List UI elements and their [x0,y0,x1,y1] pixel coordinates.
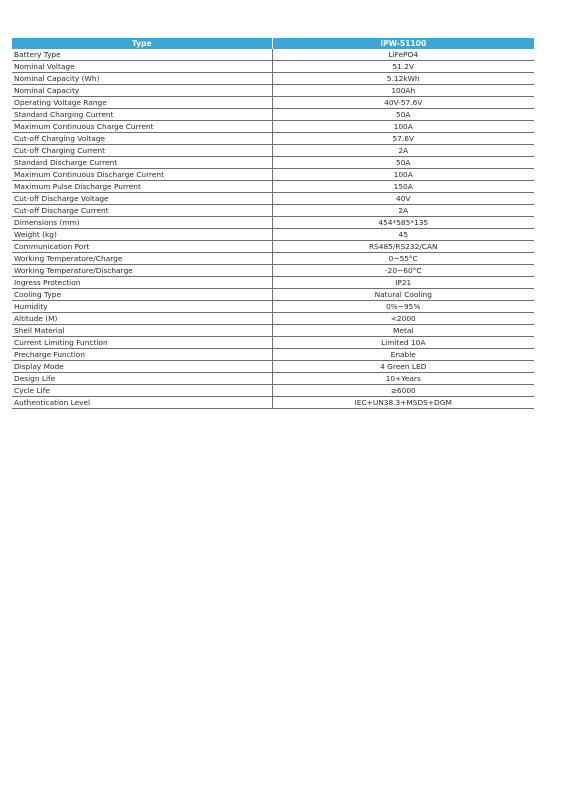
table-row [12,145,534,157]
parameter-value: 2A [272,205,534,217]
parameter-value: Natural Cooling [272,289,534,301]
parameter-name: Nominal Capacity [12,85,272,97]
table-row [12,301,534,313]
parameter-value: Enable [272,349,534,361]
parameter-name: Communication Port [12,241,272,253]
table-row [12,397,534,409]
parameter-name: Weight (kg) [12,229,272,241]
table-row [12,133,534,145]
parameter-value: IP21 [272,277,534,289]
parameter-value: <2000 [272,313,534,325]
parameter-value: Metal [272,325,534,337]
table-row [12,313,534,325]
parameter-name: Standard Discharge Current [12,157,272,169]
parameter-value: IEC+UN38.3+MSDS+DGM [272,397,534,409]
parameter-value: 100Ah [272,85,534,97]
parameter-value: 0%~95% [272,301,534,313]
parameter-name: Cut-off Discharge Voltage [12,193,272,205]
table-row [12,193,534,205]
table-row [12,85,534,97]
table-row [12,277,534,289]
table-row [12,241,534,253]
parameter-name: Nominal Voltage [12,61,272,73]
header-model: IPW-51100 [272,38,534,49]
parameter-value: 51.2V [272,61,534,73]
table-row [12,169,534,181]
parameter-value: 40V [272,193,534,205]
table-row [12,337,534,349]
parameter-name: Maximum Pulse Discharge Purrent [12,181,272,193]
spec-table [12,38,534,409]
parameter-name: Design Life [12,373,272,385]
table-row [12,49,534,61]
parameter-value: 50A [272,109,534,121]
parameter-value: 10+Years [272,373,534,385]
parameter-name: Display Mode [12,361,272,373]
parameter-value: 454*585*135 [272,217,534,229]
table-row [12,61,534,73]
spec-body [12,49,534,409]
parameter-name: Maximum Continuous Discharge Current [12,169,272,181]
table-row [12,217,534,229]
parameter-value: 100A [272,169,534,181]
parameter-value: ≥6000 [272,385,534,397]
parameter-name: Cut-off Charging Current [12,145,272,157]
parameter-value: RS485/RS232/CAN [272,241,534,253]
parameter-value: 50A [272,157,534,169]
parameter-value: 150A [272,181,534,193]
parameter-name: Cut-off Charging Voltage [12,133,272,145]
parameter-value: 4 Green LED [272,361,534,373]
table-row [12,109,534,121]
table-row [12,73,534,85]
parameter-name: Shell Material [12,325,272,337]
parameter-name: Current Limiting Function [12,337,272,349]
parameter-name: Authentication Level [12,397,272,409]
table-row [12,325,534,337]
parameter-name: Working Temperature/Charge [12,253,272,265]
parameter-value: -20~60°C [272,265,534,277]
table-row [12,265,534,277]
parameter-name: Humidity [12,301,272,313]
parameter-value: LiFePO4 [272,49,534,61]
table-row [12,97,534,109]
table-row [12,205,534,217]
parameter-value: 45 [272,229,534,241]
parameter-name: Standard Charging Current [12,109,272,121]
parameter-name: Dimensions (mm) [12,217,272,229]
table-row [12,157,534,169]
parameter-name: Ingress Protection [12,277,272,289]
parameter-name: Cycle Life [12,385,272,397]
parameter-value: 5.12kWh [272,73,534,85]
parameter-name: Nominal Capacity (Wh) [12,73,272,85]
parameter-name: Operating Voltage Range [12,97,272,109]
table-row [12,373,534,385]
parameter-value: 40V-57.6V [272,97,534,109]
parameter-value: 2A [272,145,534,157]
table-row [12,385,534,397]
table-row [12,229,534,241]
parameter-name: Battery Type [12,49,272,61]
table-row [12,349,534,361]
table-row [12,253,534,265]
table-row [12,289,534,301]
parameter-name: Cooling Type [12,289,272,301]
parameter-name: Precharge Function [12,349,272,361]
parameter-name: Altitude (M) [12,313,272,325]
header-type: Type [12,38,272,49]
table-row [12,361,534,373]
parameter-value: 57.6V [272,133,534,145]
parameter-name: Working Temperature/Discharge [12,265,272,277]
parameter-value: 0~55°C [272,253,534,265]
parameter-name: Cut-off Discharge Current [12,205,272,217]
table-row [12,181,534,193]
table-row [12,121,534,133]
parameter-value: Limited 10A [272,337,534,349]
parameter-value: 100A [272,121,534,133]
table-header-row [12,38,534,49]
parameter-name: Maximum Continuous Charge Current [12,121,272,133]
